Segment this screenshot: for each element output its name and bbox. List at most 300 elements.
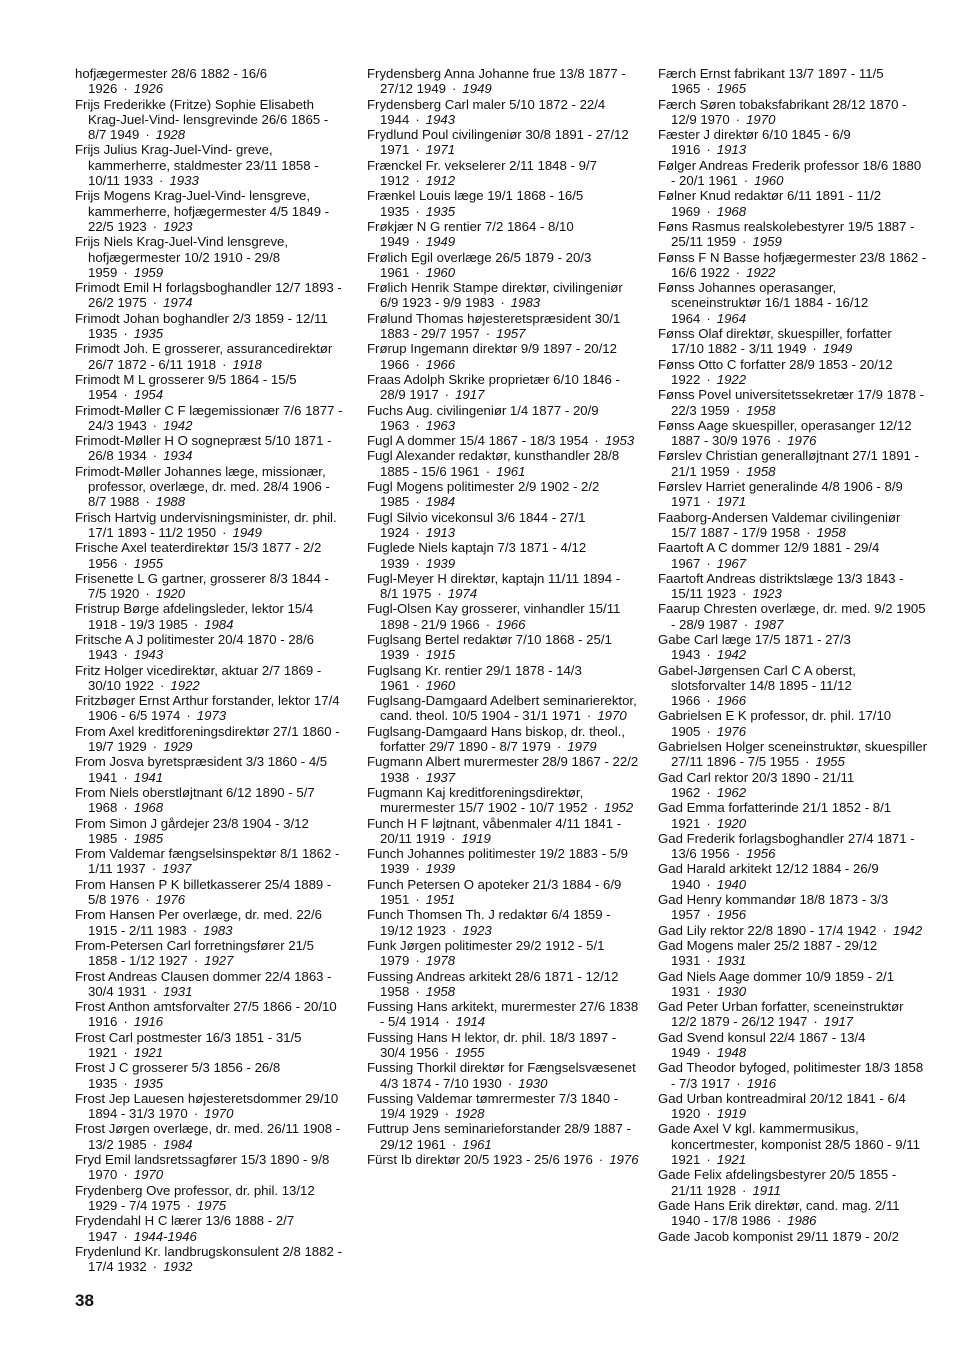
entry-text: Frost Jep Lauesen højesteretsdommer 29/10 1894 - 31/3 1970: [75, 1090, 339, 1122]
decoration-year: 1928: [455, 1106, 485, 1122]
index-entry: [367, 999, 639, 1030]
entry-text: Frydensberg Anna Johanne frue 13/8 1877 - 27/12 1949: [367, 66, 626, 97]
index-entry: [658, 127, 928, 158]
index-entry: [367, 433, 639, 448]
entry-text: Gabrielsen E K professor, dr. phil. 17/10 1905: [658, 708, 892, 739]
separator-dot: ·: [186, 1197, 191, 1213]
index-entry: [367, 540, 639, 571]
decoration-year: 1965: [716, 81, 747, 97]
decoration-year: 1971: [716, 494, 747, 510]
decoration-year: 1955: [815, 754, 845, 770]
decoration-year: 1932: [163, 1259, 193, 1275]
index-entry: [367, 571, 639, 602]
index-entry: [658, 831, 928, 862]
separator-dot: ·: [415, 953, 420, 969]
entry-text: Funch Johannes politimester 19/2 1883 - 5/9 1939: [367, 846, 628, 877]
entry-text: Fryd Emil landsretssagfører 15/3 1890 - 9/8 1970: [75, 1152, 330, 1183]
separator-dot: ·: [415, 524, 420, 540]
entry-text: Fønss Johannes operasanger, sceneinstruktør 16/1 1884 - 16/12 1964: [658, 280, 869, 326]
index-entry: [75, 433, 345, 464]
entry-text: Fugmann Albert murermester 28/9 1867 - 22/2 1938: [367, 754, 639, 785]
separator-dot: ·: [415, 417, 420, 433]
decoration-year: 1960: [754, 173, 784, 189]
separator-dot: ·: [123, 555, 128, 571]
index-entry: [75, 632, 345, 663]
entry-text: Faartoft Andreas distriktslæge 13/3 1843 - 15/11 1923: [658, 570, 904, 602]
separator-dot: ·: [706, 494, 711, 510]
index-entry: [75, 311, 345, 342]
decoration-year: 1929: [163, 739, 193, 755]
decoration-year: 1943: [133, 647, 164, 663]
separator-dot: ·: [123, 1075, 128, 1091]
decoration-year: 1961: [496, 463, 526, 479]
separator-dot: ·: [123, 769, 128, 785]
separator-dot: ·: [776, 433, 782, 449]
index-entry: [658, 1198, 928, 1229]
decoration-year: 1970: [204, 1106, 234, 1122]
index-entry: [367, 785, 639, 816]
separator-dot: ·: [415, 555, 420, 571]
separator-dot: ·: [152, 218, 158, 234]
separator-dot: ·: [152, 1259, 158, 1275]
index-entry: [658, 188, 928, 219]
separator-dot: ·: [706, 81, 711, 97]
separator-dot: ·: [415, 111, 420, 127]
index-entry: [75, 877, 345, 908]
separator-dot: ·: [743, 173, 749, 189]
separator-dot: ·: [743, 616, 749, 632]
decoration-year: 1933: [169, 173, 199, 189]
separator-dot: ·: [445, 1014, 450, 1030]
decoration-year: 1926: [133, 81, 164, 97]
entry-text: Fugl Silvio vicekonsul 3/6 1844 - 27/1 1924: [367, 509, 586, 540]
separator-dot: ·: [736, 1075, 741, 1091]
separator-dot: ·: [813, 1014, 818, 1030]
separator-dot: ·: [500, 295, 505, 311]
decoration-year: 1973: [196, 708, 227, 724]
entry-text: Fuglsang-Damgaard Adelbert seminarierektor, cand. theol. 10/5 1904 - 31/1 1971: [367, 693, 637, 724]
entry-text: Fønss Olaf direktør, skuespiller, forfatter 17/10 1882 - 3/11 1949: [658, 326, 892, 357]
separator-dot: ·: [598, 1152, 604, 1168]
entry-text: Gad Harald arkitekt 12/12 1884 - 26/9 1940: [658, 861, 879, 892]
index-entry: [658, 571, 928, 602]
separator-dot: ·: [123, 830, 128, 846]
index-entry: [658, 418, 928, 449]
entry-text: Faaborg-Andersen Valdemar civilingeniør 15/7 1887 - 17/9 1958: [658, 509, 901, 540]
index-entry: [658, 892, 928, 923]
separator-dot: ·: [593, 800, 598, 816]
separator-dot: ·: [123, 1167, 128, 1183]
separator-dot: ·: [706, 310, 711, 326]
index-entry: [658, 510, 928, 541]
entry-text: Fussing Valdemar tømrermester 7/3 1840 - 19/4 1929: [367, 1090, 619, 1122]
index-entry: [367, 311, 639, 342]
index-entry: [367, 1060, 639, 1091]
entry-text: Gabe Carl læge 17/5 1871 - 27/3 1943: [658, 631, 851, 663]
decoration-year: 1942: [716, 647, 747, 663]
entry-text: Funch H F løjtnant, våbenmaler 4/11 1841 - 20/11 1919: [367, 815, 622, 846]
index-entry: [367, 877, 639, 908]
separator-dot: ·: [152, 739, 158, 755]
index-entry: [367, 97, 639, 128]
index-column-3: [658, 66, 928, 1244]
decoration-year: 1958: [746, 402, 776, 418]
entry-text: Gad Peter Urban forfatter, sceneinstruktør 12/2 1879 - 26/12 1947: [658, 999, 904, 1030]
entry-text: Fønss Aage skuespiller, operasanger 12/12 1887 - 30/9 1976: [658, 417, 912, 449]
entry-text: Følner Knud redaktør 6/11 1891 - 11/2 1969: [658, 188, 882, 219]
decoration-year: 1948: [716, 1045, 747, 1060]
index-column-1: [75, 66, 345, 1274]
entry-text: Fugl A dommer 15/4 1867 - 18/3 1954: [367, 433, 589, 449]
decoration-year: 1917: [823, 1014, 854, 1030]
entry-text: Gade Jacob komponist 29/11 1879 - 20/2: [658, 1228, 899, 1244]
decoration-year: 1959: [133, 264, 164, 280]
separator-dot: ·: [586, 708, 592, 724]
index-entry: [658, 280, 928, 326]
decoration-year: 1935: [133, 1075, 164, 1091]
index-entry: [75, 754, 345, 785]
decoration-year: 1941: [133, 769, 164, 785]
index-entry: [658, 770, 928, 801]
decoration-year: 1949: [232, 524, 262, 540]
separator-dot: ·: [159, 173, 164, 189]
index-entry: [367, 816, 639, 847]
entry-text: Fuglsang-Damgaard Hans biskop, dr. theol., forfatter 29/7 1890 - 8/7 1979: [367, 723, 626, 755]
index-entry: [658, 448, 928, 479]
decoration-year: 1988: [155, 494, 186, 510]
index-entry: [658, 601, 928, 632]
entry-text: Fuglsang Kr. rentier 29/1 1878 - 14/3 1961: [367, 662, 582, 693]
index-entry: [367, 448, 639, 479]
entry-text: Frydenberg Ove professor, dr. phil. 13/12 1929 - 7/4 1975: [75, 1182, 315, 1213]
decoration-year: 1974: [163, 295, 193, 311]
entry-text: Frydensberg Carl maler 5/10 1872 - 22/4 1944: [367, 96, 606, 127]
entry-text: Følger Andreas Frederik professor 18/6 1880 - 20/1 1961: [658, 157, 922, 189]
index-entry: [658, 540, 928, 571]
entry-text: Frydendahl H C lærer 13/6 1888 - 2/7 1947: [75, 1213, 295, 1244]
entry-text: Fussing Hans H lektor, dr. phil. 18/3 1897 - 30/4 1956: [367, 1029, 617, 1060]
index-entry: [75, 66, 345, 97]
decoration-year: 1983: [510, 295, 541, 311]
entry-text: From Axel kreditforeningsdirektør 27/1 1860 - 19/7 1929: [75, 723, 340, 755]
decoration-year: 1963: [425, 417, 456, 433]
decoration-year: 1928: [155, 127, 186, 143]
entry-text: From Valdemar fængselsinspektør 8/1 1862 - 1/11 1937: [75, 846, 340, 877]
index-entry: [75, 188, 345, 234]
separator-dot: ·: [706, 1106, 711, 1122]
decoration-year: 1968: [716, 203, 747, 219]
entry-text: Fritzbøger Ernst Arthur forstander, lektor 17/4 1906 - 6/5 1974: [75, 693, 340, 724]
index-entry: [658, 923, 928, 938]
entry-text: Fuglede Niels kaptajn 7/3 1871 - 4/12 1939: [367, 540, 587, 571]
entry-text: Gad Urban kontreadmiral 20/12 1841 - 6/4 1920: [658, 1090, 906, 1122]
decoration-year: 1953: [604, 433, 635, 449]
decoration-year: 1916: [133, 1014, 164, 1030]
separator-dot: ·: [735, 846, 741, 862]
separator-dot: ·: [556, 739, 562, 755]
decoration-year: 1984: [204, 616, 234, 632]
index-entry: [658, 479, 928, 510]
index-entry: [658, 66, 928, 97]
entry-text: Frijs Frederikke (Fritze) Sophie Elisabeth Krag-Juel-Vind- lensgrevinde 26/6 1865 - 8/7 1949: [75, 96, 329, 143]
entry-text: Frænkel Louis læge 19/1 1868 - 16/5 1935: [367, 188, 584, 219]
entry-text: From-Petersen Carl forretningsfører 21/5 1858 - 1/12 1927: [75, 937, 314, 969]
index-entry: [75, 693, 345, 724]
separator-dot: ·: [452, 922, 457, 938]
separator-dot: ·: [123, 1045, 128, 1060]
separator-dot: ·: [805, 754, 810, 770]
entry-text: Funk Jørgen politimester 29/2 1912 - 5/1 1979: [367, 937, 605, 969]
index-entry: [75, 1121, 345, 1152]
separator-dot: ·: [193, 953, 199, 969]
entry-text: Frost Andreas Clausen dommer 22/4 1863 - 30/4 1931: [75, 968, 332, 999]
entry-text: Fugl-Meyer H direktør, kaptajn 11/11 1894 - 8/1 1975: [367, 570, 621, 602]
decoration-year: 1959: [752, 234, 782, 250]
decoration-year: 1923: [752, 586, 782, 602]
decoration-year: 1921: [133, 1045, 164, 1060]
decoration-year: 1962: [716, 784, 747, 800]
separator-dot: ·: [160, 677, 165, 693]
index-entry: [75, 601, 345, 632]
decoration-year: 1931: [716, 953, 747, 969]
separator-dot: ·: [415, 234, 420, 250]
entry-text: Frimodt-Møller H O sognepræst 5/10 1871 - 26/8 1934: [75, 433, 332, 464]
separator-dot: ·: [415, 494, 420, 510]
separator-dot: ·: [415, 677, 420, 693]
separator-dot: ·: [193, 616, 199, 632]
decoration-year: 1916: [746, 1075, 777, 1091]
index-entry: [75, 846, 345, 877]
entry-text: Frimodt Joh. E grosserer, assurancedirektør 26/7 1872 - 6/11 1918: [75, 341, 333, 372]
decoration-year: 1944-1946: [133, 1228, 197, 1244]
separator-dot: ·: [222, 524, 227, 540]
entry-text: Fritz Holger vicedirektør, aktuar 2/7 1869 - 30/10 1922: [75, 662, 322, 693]
separator-dot: ·: [742, 586, 747, 602]
index-entry: [75, 510, 345, 541]
entry-text: Fussing Andreas arkitekt 28/6 1871 - 12/12 1958: [367, 968, 619, 999]
entry-text: Frydlund Poul civilingeniør 30/8 1891 - 27/12 1971: [367, 127, 629, 158]
index-entry: [75, 1183, 345, 1214]
entry-text: Gade Hans Erik direktør, cand. mag. 2/11 1940 - 17/8 1986: [658, 1197, 900, 1229]
separator-dot: ·: [742, 234, 747, 250]
separator-dot: ·: [706, 784, 711, 800]
index-entry: [367, 127, 639, 158]
decoration-year: 1952: [603, 800, 634, 816]
entry-text: Frænckel Fr. vekselerer 2/11 1848 - 9/7 1912: [367, 157, 597, 189]
decoration-year: 1921: [716, 1152, 747, 1168]
decoration-year: 1960: [425, 677, 456, 693]
entry-text: hofjægermester 28/6 1882 - 16/6 1926: [75, 66, 268, 97]
entry-text: Fugl Mogens politimester 2/9 1902 - 2/2 1985: [367, 479, 600, 510]
separator-dot: ·: [415, 356, 420, 372]
decoration-year: 1955: [133, 555, 164, 571]
index-entry: [658, 632, 928, 663]
index-entry: [75, 142, 345, 188]
separator-dot: ·: [706, 723, 711, 739]
separator-dot: ·: [706, 142, 711, 158]
separator-dot: ·: [444, 387, 450, 403]
decoration-year: 1961: [462, 1136, 492, 1152]
decoration-year: 1976: [609, 1152, 639, 1168]
entry-text: From Hansen P K billetkasserer 25/4 1889 - 5/8 1976: [75, 876, 332, 908]
decoration-year: 1949: [462, 81, 492, 97]
index-entry: [367, 403, 639, 434]
separator-dot: ·: [706, 1045, 711, 1060]
index-entry: [367, 632, 639, 663]
index-entry: [75, 816, 345, 847]
entry-text: Frisch Hartvig undervisningsminister, dr. phil. 17/1 1893 - 11/2 1950: [75, 509, 337, 540]
entry-text: Færch Ernst fabrikant 13/7 1897 - 11/5 1965: [658, 66, 884, 97]
separator-dot: ·: [145, 127, 150, 143]
entry-text: From Simon J gårdejer 23/8 1904 - 3/12 1985: [75, 815, 309, 846]
decoration-year: 1966: [716, 693, 747, 709]
entry-text: Frørup Ingemann direktør 9/9 1897 - 20/12 1966: [367, 341, 617, 372]
separator-dot: ·: [507, 1075, 513, 1091]
entry-text: Frisenette L G gartner, grosserer 8/3 1844 - 7/5 1920: [75, 570, 329, 602]
index-entry: [658, 357, 928, 388]
index-entry: [367, 754, 639, 785]
index-entry: [367, 1091, 639, 1122]
decoration-year: 1975: [196, 1197, 227, 1213]
entry-text: Frølich Egil overlæge 26/5 1879 - 20/3 1961: [367, 249, 592, 280]
entry-text: Gad Carl rektor 20/3 1890 - 21/11 1962: [658, 769, 855, 800]
decoration-year: 1968: [133, 800, 164, 816]
entry-text: Fraas Adolph Skrike proprietær 6/10 1846 - 28/9 1917: [367, 371, 620, 403]
index-entry: [658, 158, 928, 189]
separator-dot: ·: [451, 830, 456, 846]
decoration-year: 1911: [752, 1182, 781, 1198]
separator-dot: ·: [452, 81, 457, 97]
decoration-year: 1940: [716, 876, 747, 892]
index-entry: [367, 938, 639, 969]
decoration-year: 1943: [425, 111, 456, 127]
separator-dot: ·: [415, 142, 420, 158]
entry-text: Fristrup Børge afdelingsleder, lektor 15/4 1918 - 19/3 1985: [75, 601, 314, 632]
separator-dot: ·: [452, 1136, 457, 1152]
separator-dot: ·: [742, 1182, 747, 1198]
separator-dot: ·: [437, 586, 442, 602]
decoration-year: 1939: [425, 861, 456, 877]
entry-text: Frimodt Emil H forlagsboghandler 12/7 1893 - 26/2 1975: [75, 280, 342, 311]
decoration-year: 1974: [447, 586, 478, 602]
entry-text: Fuchs Aug. civilingeniør 1/4 1877 - 20/9 1963: [367, 402, 599, 433]
separator-dot: ·: [152, 417, 158, 433]
index-entry: [658, 999, 928, 1030]
separator-dot: ·: [706, 693, 711, 709]
decoration-year: 1913: [716, 142, 747, 158]
decoration-year: 1955: [455, 1045, 485, 1060]
decoration-year: 1957: [496, 326, 526, 342]
index-entry: [75, 234, 345, 280]
decoration-year: 1984: [425, 494, 456, 510]
separator-dot: ·: [415, 983, 420, 999]
separator-dot: ·: [415, 769, 420, 785]
separator-dot: ·: [152, 1136, 158, 1152]
decoration-year: 1976: [155, 892, 186, 908]
separator-dot: ·: [706, 647, 711, 663]
decoration-year: 1967: [716, 555, 747, 571]
decoration-year: 1918: [232, 356, 262, 372]
entry-text: Gabrielsen Holger sceneinstruktør, skuespiller 27/11 1896 - 7/5 1955: [658, 739, 927, 770]
index-entry: [75, 403, 345, 434]
index-entry: [75, 1152, 345, 1183]
separator-dot: ·: [123, 326, 128, 342]
entry-text: Frost Anthon amtsforvalter 27/5 1866 - 20/10 1916: [75, 999, 337, 1030]
entry-text: Førslev Harriet generalinde 4/8 1906 - 8/9 1971: [658, 479, 903, 510]
decoration-year: 1922: [170, 677, 200, 693]
entry-text: Færch Søren tobaksfabrikant 28/12 1870 - 12/9 1970: [658, 96, 907, 127]
index-entry: [75, 97, 345, 143]
index-entry: [367, 188, 639, 219]
entry-text: Fugmann Kaj kreditforeningsdirektør, murermester 15/7 1902 - 10/7 1952: [367, 784, 588, 816]
decoration-year: 1934: [163, 448, 193, 464]
entry-text: Frøkjær N G rentier 7/2 1864 - 8/10 1949: [367, 218, 574, 250]
separator-dot: ·: [415, 892, 420, 908]
index-entry: [367, 724, 639, 755]
separator-dot: ·: [444, 1106, 450, 1122]
entry-text: Funch Thomsen Th. J redaktør 6/4 1859 - 19/12 1923: [367, 907, 611, 938]
index-entry: [658, 1167, 928, 1198]
separator-dot: ·: [485, 326, 491, 342]
decoration-year: 1935: [425, 203, 456, 219]
decoration-year: 1939: [425, 555, 456, 571]
separator-dot: ·: [152, 295, 158, 311]
separator-dot: ·: [123, 800, 128, 816]
decoration-year: 1930: [518, 1075, 548, 1091]
separator-dot: ·: [706, 983, 711, 999]
decoration-year: 1949: [425, 234, 456, 250]
decoration-year: 1978: [425, 953, 456, 969]
index-entry: [658, 739, 928, 770]
decoration-year: 1954: [133, 387, 164, 403]
separator-dot: ·: [485, 616, 491, 632]
index-entry: [658, 97, 928, 128]
decoration-year: 1942: [892, 922, 923, 938]
index-entry: [367, 663, 639, 694]
index-entry: [658, 1229, 928, 1244]
decoration-year: 1937: [425, 769, 456, 785]
decoration-year: 1976: [716, 723, 747, 739]
decoration-year: 1912: [425, 173, 456, 189]
decoration-year: 1970: [746, 111, 776, 127]
entry-text: Gad Lily rektor 22/8 1890 - 17/4 1942: [658, 922, 877, 938]
index-entry: [658, 969, 928, 1000]
decoration-year: 1930: [716, 983, 747, 999]
index-entry: [367, 280, 639, 311]
entry-text: Fürst Ib direktør 20/5 1923 - 25/6 1976: [367, 1152, 593, 1168]
index-entry: [75, 1091, 345, 1122]
entry-text: Fønss F N Basse hofjægermester 23/8 1862 - 16/6 1922: [658, 249, 927, 280]
decoration-year: 1927: [204, 953, 234, 969]
separator-dot: ·: [706, 203, 711, 219]
entry-text: Frost J C grosserer 5/3 1856 - 26/8 1935: [75, 1060, 281, 1091]
decoration-year: 1956: [716, 907, 747, 923]
separator-dot: ·: [152, 983, 158, 999]
index-entry: [75, 938, 345, 969]
decoration-year: 1920: [716, 815, 747, 831]
index-entry: [75, 724, 345, 755]
index-entry: [75, 1244, 345, 1275]
entry-text: Fæster J direktør 6/10 1845 - 6/9 1916: [658, 127, 851, 158]
separator-dot: ·: [123, 1014, 128, 1030]
separator-dot: ·: [415, 647, 420, 663]
decoration-year: 1942: [163, 417, 193, 433]
decoration-year: 1915: [425, 647, 456, 663]
index-entry: [367, 1121, 639, 1152]
index-entry: [658, 663, 928, 709]
index-entry: [658, 1060, 928, 1091]
entry-text: Frølich Henrik Stampe direktør, civilingeniør 6/9 1923 - 9/9 1983: [367, 280, 623, 311]
